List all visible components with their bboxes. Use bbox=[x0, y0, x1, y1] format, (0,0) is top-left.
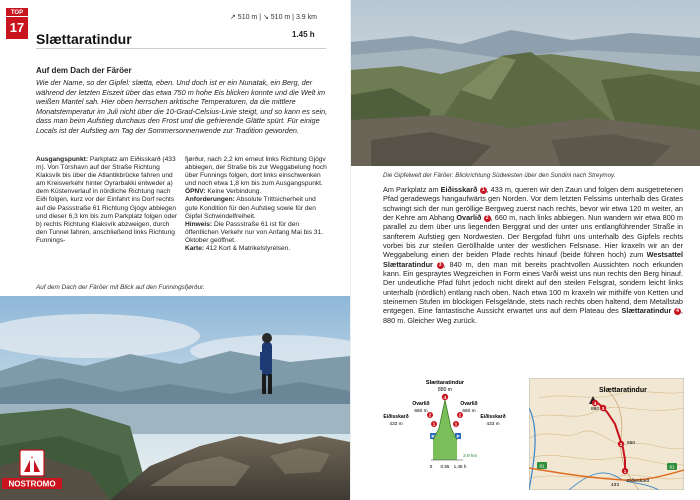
svg-text:1: 1 bbox=[454, 421, 458, 427]
nostromo-logo bbox=[2, 448, 62, 496]
hint-label: Hinweis: bbox=[185, 220, 213, 228]
waypoint-4-marker: 4 bbox=[674, 308, 681, 315]
profile-left-alt: 660 m bbox=[414, 409, 428, 414]
profile-tick-2: 1.45 h bbox=[453, 464, 467, 469]
profile-tick-1: 0.55 bbox=[440, 464, 450, 469]
profile-peak-alt: 880 m bbox=[438, 387, 452, 393]
title-divider bbox=[36, 48, 326, 49]
profile-peak-name: Slættaratindur bbox=[425, 380, 465, 386]
profile-end-name: Eiðisskarð bbox=[480, 414, 506, 420]
elevation-profile bbox=[383, 378, 513, 473]
transport-text: Keine Verbindung. bbox=[207, 188, 262, 196]
svg-text:1: 1 bbox=[432, 421, 436, 427]
map-info-label: Karte: bbox=[185, 245, 205, 253]
route-text-1: Am Parkplatz am bbox=[383, 185, 441, 194]
map-road-61-a: 61 bbox=[539, 463, 545, 469]
svg-text:P: P bbox=[431, 433, 435, 439]
right-page bbox=[350, 0, 700, 500]
map-road-61-b: 61 bbox=[669, 464, 675, 470]
start-text-cont: fjørður, nach 2,2 km erneut links Richtung Gjógv abbiegen, der Straße bis zur Weggabelung hoch über Funnings folgen, dort links einschwenken und noch etwa 1,8 km bis zum Ausgangspunkt. bbox=[185, 156, 327, 188]
map-label-pass: Eiðisskarð bbox=[627, 479, 650, 484]
requirements-text: Absolute Trittsicherheit und gute Kondition für den Aufstieg sowie für den Gipfel Schwindelfreiheit. bbox=[185, 196, 316, 220]
profile-start-name: Eiðisskarð bbox=[383, 414, 409, 420]
route-text-3: , 660 m, nach links abbiegen. Nun wandern wir etwa 800 m parallel zu dem über uns liegenden Berggrat und der unter uns entlangführender Straße in sanfterem Aufstieg gen Nordwesten. Der Bergpfad führt uns unterhalb des Gipfels rechts vorbei bis zur steilen Geröllhalde unter der westlichen Felsnase. Hier kraxeln wir an der Weggabelung einen der beiden Pfade rechts hinauf (beide führen hoch) zum bbox=[383, 213, 684, 260]
photo-caption-left: Auf dem Dach der Färöer mit Blick auf den Funningsfjørður. bbox=[36, 284, 205, 291]
route-text-5: , 880 m. Gleicher Weg zurück. bbox=[383, 306, 683, 325]
profile-right-name: Ovarlið bbox=[460, 401, 478, 407]
svg-text:1: 1 bbox=[623, 468, 627, 474]
tour-number: 17 bbox=[6, 16, 28, 39]
profile-right-alt: 660 m bbox=[462, 409, 476, 414]
top-label: TOP bbox=[10, 10, 24, 16]
profile-start-alt: 433 m bbox=[389, 422, 403, 427]
profile-tick-0: 0 bbox=[429, 464, 433, 469]
transport-label: ÖPNV: bbox=[185, 188, 206, 196]
svg-text:4: 4 bbox=[443, 394, 447, 400]
info-column-2 bbox=[185, 156, 328, 253]
svg-text:4: 4 bbox=[593, 400, 597, 406]
waypoint-4-name: Slættaratindur bbox=[621, 306, 672, 316]
hint-text: Die Passstraße 61 ist für den öffentlichen Verkehr nur von Anfang Mai bis 31. Oktober geöffnet. bbox=[185, 220, 324, 244]
map-info-text: 412 Kort & Matrikelstyrelsen. bbox=[205, 245, 291, 253]
top-tour-badge bbox=[6, 8, 28, 39]
requirements-label: Anforderungen: bbox=[185, 196, 235, 204]
photo-caption-right: Die Gipfelwelt der Färöer: Blickrichtung Südwesten über den Sundini nach Streymoy. bbox=[383, 172, 616, 179]
mountain-panorama-photo bbox=[351, 0, 700, 166]
route-map bbox=[529, 378, 684, 490]
waypoint-2-name: Ovarlið bbox=[456, 213, 482, 223]
intro-text: Wie der Name, so der Gipfel: slætta, eben. Und doch ist er ein Nunatak, ein Berg, der während der letzten Eiszeit über das etwa 750 m hohe Eis blicken konnte und die Welt im weißen Mantel sah. Hier oben herrschen arktische Temperaturen, da die mittlere Monatstemperatur im Juli nicht über die 10-Grad-Celsius-Linie steigt, und so kann es sein, dass man beim Aufstieg durchaus den Frost und die gefrierende Glätte spürt. Für einige Locals ist der Aufstieg am Tag der Sommersonnenwende zur Tradition geworden. bbox=[36, 78, 328, 135]
logo-text: NOSTROMO bbox=[8, 479, 56, 489]
profile-left-name: Ovarlið bbox=[412, 401, 430, 407]
svg-text:P: P bbox=[456, 433, 460, 439]
svg-text:3: 3 bbox=[601, 405, 605, 411]
info-column-1 bbox=[36, 156, 179, 245]
profile-end-alt: 433 m bbox=[486, 422, 500, 427]
route-description bbox=[383, 185, 683, 325]
start-text: Parkplatz am Eiðisskarð (433 m). Von Tórshavn auf der Straße Richtung Klaksvík bis über die Atlantikbrücke fahren und am Kreisverkehr hinter Oyrarbakki entweder a) dem Küstenverlauf in nördliche Richtung nach Eiði folgen, kurz vor der Einfahrt ins Dorf rechts auf die Passstraße 61 Richtung Gjógv abbiegen und dieser 6,3 km bis zum Parkplatz folgen oder b) rechts Richtung Klaksvík abzweigen, durch den Tunnel fahren, anschließend links Richtung Funnings- bbox=[36, 156, 178, 244]
tour-title: Slættaratindur bbox=[36, 31, 132, 47]
map-label-880: 880 bbox=[591, 407, 600, 412]
waypoint-3-marker: 3 bbox=[437, 262, 444, 269]
waypoint-1-name: Eiðisskarð bbox=[440, 185, 478, 194]
tour-stats: ↗ 510 m | ↘ 510 m | 3.9 km bbox=[230, 14, 317, 21]
profile-distance: 3.9 km bbox=[463, 454, 478, 459]
tour-duration: 1.45 h bbox=[292, 30, 315, 39]
svg-text:2: 2 bbox=[428, 412, 432, 418]
map-label-peak: Slættaratindur bbox=[599, 387, 647, 394]
svg-text:2: 2 bbox=[458, 412, 462, 418]
map-label-660: 660 bbox=[627, 441, 636, 446]
route-text-4: , 840 m, den man mit bereits prachtvollen Aussichten noch erkunden kann. Ein gespraytes Wegzeichen in Form eines Varði weist uns nun rechts den Berg hinauf. Der undeutliche Pfad führt jedoch nicht direkt auf den steilen Felsgrat, sondern leicht links unterhalb (nördlich) entlang nach oben. Nach etwa 100 m kraxeln wir mithilfe von Ketten und steinernen Stufen im blockigen Felsgelände, stets nach rechts oben haltend, dem Metallstab entgegen. Eine fantastische Aussicht erwartet uns auf dem Plateau des bbox=[383, 259, 683, 316]
waypoint-2-marker: 2 bbox=[484, 215, 491, 222]
intro-subtitle: Auf dem Dach der Färöer bbox=[36, 66, 132, 75]
route-text-2: , 433 m, queren wir den Zaun und folgen dem ausgetretenen Pfad geradewegs hangaufwärts gen Norden. Vor dem letzten Felssims unterhalb des Grates schwingt sich der nun geröllige Bergweg zuerst nach rechts, bevor wir etwa 120 m weiter, an der Kehre am Abhang bbox=[383, 185, 683, 223]
start-label: Ausgangspunkt: bbox=[36, 156, 89, 163]
waypoint-1-marker: 1 bbox=[480, 187, 487, 194]
waypoint-3-name: Westsattel Slættaratindur bbox=[383, 250, 683, 269]
svg-text:2: 2 bbox=[619, 441, 623, 447]
map-label-433: 433 bbox=[611, 483, 620, 488]
